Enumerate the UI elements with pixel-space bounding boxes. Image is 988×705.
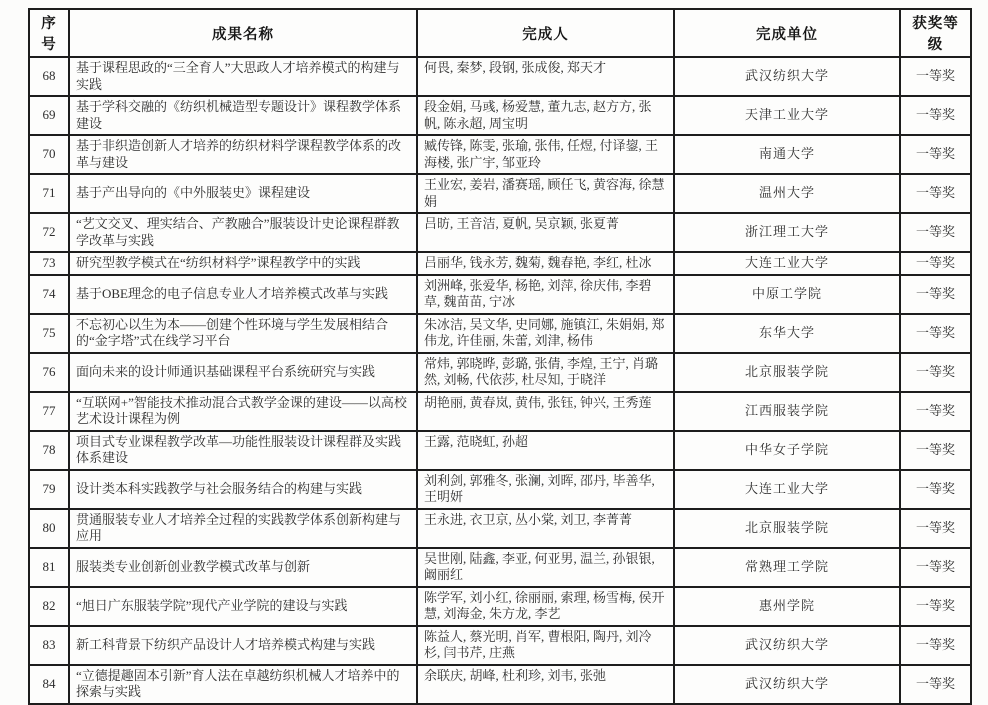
row-number-cell: 71 <box>29 174 69 213</box>
header-award-level: 获奖等级 <box>900 9 971 57</box>
achievement-title-cell: 基于非织造创新人才培养的纺织材料学课程教学体系的改革与建设 <box>69 135 417 174</box>
table-row <box>29 665 971 704</box>
award-level-cell: 一等奖 <box>900 431 971 470</box>
achievement-title-cell: 新工科背景下纺织产品设计人才培养模式构建与实践 <box>69 626 417 665</box>
unit-cell: 北京服装学院 <box>674 353 900 392</box>
row-number-cell: 75 <box>29 314 69 353</box>
achievement-title-cell: 不忘初心以生为本——创建个性环境与学生发展相结合的“金字塔”式在线学习平台 <box>69 314 417 353</box>
header-completing-unit: 完成单位 <box>674 9 900 57</box>
completers-cell: 吕丽华, 钱永芳, 魏菊, 魏春艳, 李红, 杜冰 <box>417 252 674 275</box>
unit-cell: 中原工学院 <box>674 275 900 314</box>
achievement-title-cell: 基于课程思政的“三全育人”大思政人才培养模式的构建与实践 <box>69 57 417 96</box>
award-level-cell: 一等奖 <box>900 275 971 314</box>
achievement-title-cell: 项目式专业课程教学改革—功能性服装设计课程群及实践体系建设 <box>69 431 417 470</box>
award-level-cell: 一等奖 <box>900 252 971 275</box>
row-number-cell: 77 <box>29 392 69 431</box>
table-row <box>29 174 971 213</box>
award-level-cell: 一等奖 <box>900 135 971 174</box>
award-level-cell: 一等奖 <box>900 174 971 213</box>
completers-cell: 吕昉, 王音洁, 夏帆, 吴京颖, 张夏菁 <box>417 213 674 252</box>
award-level-cell: 一等奖 <box>900 470 971 509</box>
achievement-title-cell: “旭日广东服装学院”现代产业学院的建设与实践 <box>69 587 417 626</box>
award-level-cell: 一等奖 <box>900 392 971 431</box>
completers-cell: 陈学军, 刘小红, 徐丽丽, 索理, 杨雪梅, 侯开慧, 刘海金, 朱方龙, 李艺 <box>417 587 674 626</box>
completers-cell: 刘利剑, 郭雅冬, 张澜, 刘晖, 邵丹, 毕善华, 王明妍 <box>417 470 674 509</box>
table-row <box>29 252 971 275</box>
unit-cell: 武汉纺织大学 <box>674 626 900 665</box>
unit-cell: 南通大学 <box>674 135 900 174</box>
achievement-title-cell: 设计类本科实践教学与社会服务结合的构建与实践 <box>69 470 417 509</box>
award-level-cell: 一等奖 <box>900 57 971 96</box>
row-number-cell: 73 <box>29 252 69 275</box>
table-row <box>29 470 971 509</box>
achievement-title-cell: 研究型教学模式在“纺织材料学”课程教学中的实践 <box>69 252 417 275</box>
table-row <box>29 431 971 470</box>
row-number-cell: 69 <box>29 96 69 135</box>
award-level-cell: 一等奖 <box>900 314 971 353</box>
unit-cell: 武汉纺织大学 <box>674 665 900 704</box>
row-number-cell: 83 <box>29 626 69 665</box>
unit-cell: 浙江理工大学 <box>674 213 900 252</box>
achievement-title-cell: 贯通服装专业人才培养全过程的实践教学体系创新构建与应用 <box>69 509 417 548</box>
header-achievement-name: 成果名称 <box>69 9 417 57</box>
unit-cell: 常熟理工学院 <box>674 548 900 587</box>
row-number-cell: 79 <box>29 470 69 509</box>
achievement-title-cell: “立德提趣固本引新”育人法在卓越纺织机械人才培养中的探索与实践 <box>69 665 417 704</box>
document-page <box>28 8 972 705</box>
unit-cell: 江西服装学院 <box>674 392 900 431</box>
completers-cell: 常炜, 郭晓晔, 彭璐, 张倩, 李煌, 王宁, 肖璐然, 刘畅, 代依莎, 杜尽知, 于晓洋 <box>417 353 674 392</box>
completers-cell: 王露, 范晓虹, 孙超 <box>417 431 674 470</box>
row-number-cell: 70 <box>29 135 69 174</box>
completers-cell: 刘洲峰, 张爱华, 杨艳, 刘萍, 徐庆伟, 李碧草, 魏苗苗, 宁冰 <box>417 275 674 314</box>
completers-cell: 王永进, 衣卫京, 丛小棠, 刘卫, 李菁菁 <box>417 509 674 548</box>
completers-cell: 何畏, 秦梦, 段钢, 张成俊, 郑天才 <box>417 57 674 96</box>
unit-cell: 大连工业大学 <box>674 252 900 275</box>
achievement-title-cell: 基于产出导向的《中外服装史》课程建设 <box>69 174 417 213</box>
header-serial-number: 序号 <box>29 9 69 57</box>
completers-cell: 王业宏, 姜岩, 潘赛瑶, 顾任飞, 黄容海, 徐慧娟 <box>417 174 674 213</box>
achievement-title-cell: “艺文交叉、理实结合、产教融合”服装设计史论课程群教学改革与实践 <box>69 213 417 252</box>
table-row <box>29 509 971 548</box>
table-row <box>29 314 971 353</box>
table-row <box>29 587 971 626</box>
table-header-row <box>29 9 971 57</box>
completers-cell: 胡艳丽, 黄春岚, 黄伟, 张钰, 钟兴, 王秀莲 <box>417 392 674 431</box>
table-row <box>29 213 971 252</box>
unit-cell: 中华女子学院 <box>674 431 900 470</box>
row-number-cell: 72 <box>29 213 69 252</box>
completers-cell: 吴世刚, 陆鑫, 李亚, 何亚男, 温兰, 孙银银, 阚丽红 <box>417 548 674 587</box>
award-level-cell: 一等奖 <box>900 353 971 392</box>
achievement-title-cell: 面向未来的设计师通识基础课程平台系统研究与实践 <box>69 353 417 392</box>
unit-cell: 北京服装学院 <box>674 509 900 548</box>
row-number-cell: 81 <box>29 548 69 587</box>
award-level-cell: 一等奖 <box>900 96 971 135</box>
unit-cell: 惠州学院 <box>674 587 900 626</box>
table-row <box>29 96 971 135</box>
row-number-cell: 80 <box>29 509 69 548</box>
row-number-cell: 78 <box>29 431 69 470</box>
row-number-cell: 84 <box>29 665 69 704</box>
completers-cell: 朱冰洁, 吴文华, 史同娜, 施镇江, 朱娟娟, 郑伟龙, 许佳丽, 朱蕾, 刘津, 杨伟 <box>417 314 674 353</box>
row-number-cell: 68 <box>29 57 69 96</box>
unit-cell: 东华大学 <box>674 314 900 353</box>
award-results-table <box>28 8 972 705</box>
unit-cell: 温州大学 <box>674 174 900 213</box>
table-row <box>29 275 971 314</box>
achievement-title-cell: “互联网+”智能技术推动混合式教学金课的建设——以高校艺术设计课程为例 <box>69 392 417 431</box>
table-row <box>29 57 971 96</box>
table-row <box>29 135 971 174</box>
table-row <box>29 548 971 587</box>
achievement-title-cell: 基于学科交融的《纺织机械造型专题设计》课程教学体系建设 <box>69 96 417 135</box>
unit-cell: 天津工业大学 <box>674 96 900 135</box>
row-number-cell: 82 <box>29 587 69 626</box>
table-row <box>29 392 971 431</box>
award-level-cell: 一等奖 <box>900 626 971 665</box>
header-completers: 完成人 <box>417 9 674 57</box>
table-row <box>29 353 971 392</box>
completers-cell: 余联庆, 胡峰, 杜利珍, 刘韦, 张弛 <box>417 665 674 704</box>
unit-cell: 武汉纺织大学 <box>674 57 900 96</box>
award-level-cell: 一等奖 <box>900 548 971 587</box>
row-number-cell: 76 <box>29 353 69 392</box>
table-row <box>29 626 971 665</box>
completers-cell: 段金娟, 马彧, 杨爱慧, 董九志, 赵方方, 张帆, 陈永超, 周宝明 <box>417 96 674 135</box>
award-level-cell: 一等奖 <box>900 665 971 704</box>
award-level-cell: 一等奖 <box>900 509 971 548</box>
achievement-title-cell: 基于OBE理念的电子信息专业人才培养模式改革与实践 <box>69 275 417 314</box>
table-body <box>29 57 971 704</box>
achievement-title-cell: 服装类专业创新创业教学模式改革与创新 <box>69 548 417 587</box>
award-level-cell: 一等奖 <box>900 213 971 252</box>
completers-cell: 陈益人, 蔡光明, 肖军, 曹根阳, 陶丹, 刘冷杉, 闫书芹, 庄燕 <box>417 626 674 665</box>
unit-cell: 大连工业大学 <box>674 470 900 509</box>
award-level-cell: 一等奖 <box>900 587 971 626</box>
completers-cell: 臧传锋, 陈雯, 张瑜, 张伟, 任煜, 付译鋆, 王海楼, 张广宇, 邹亚玲 <box>417 135 674 174</box>
row-number-cell: 74 <box>29 275 69 314</box>
